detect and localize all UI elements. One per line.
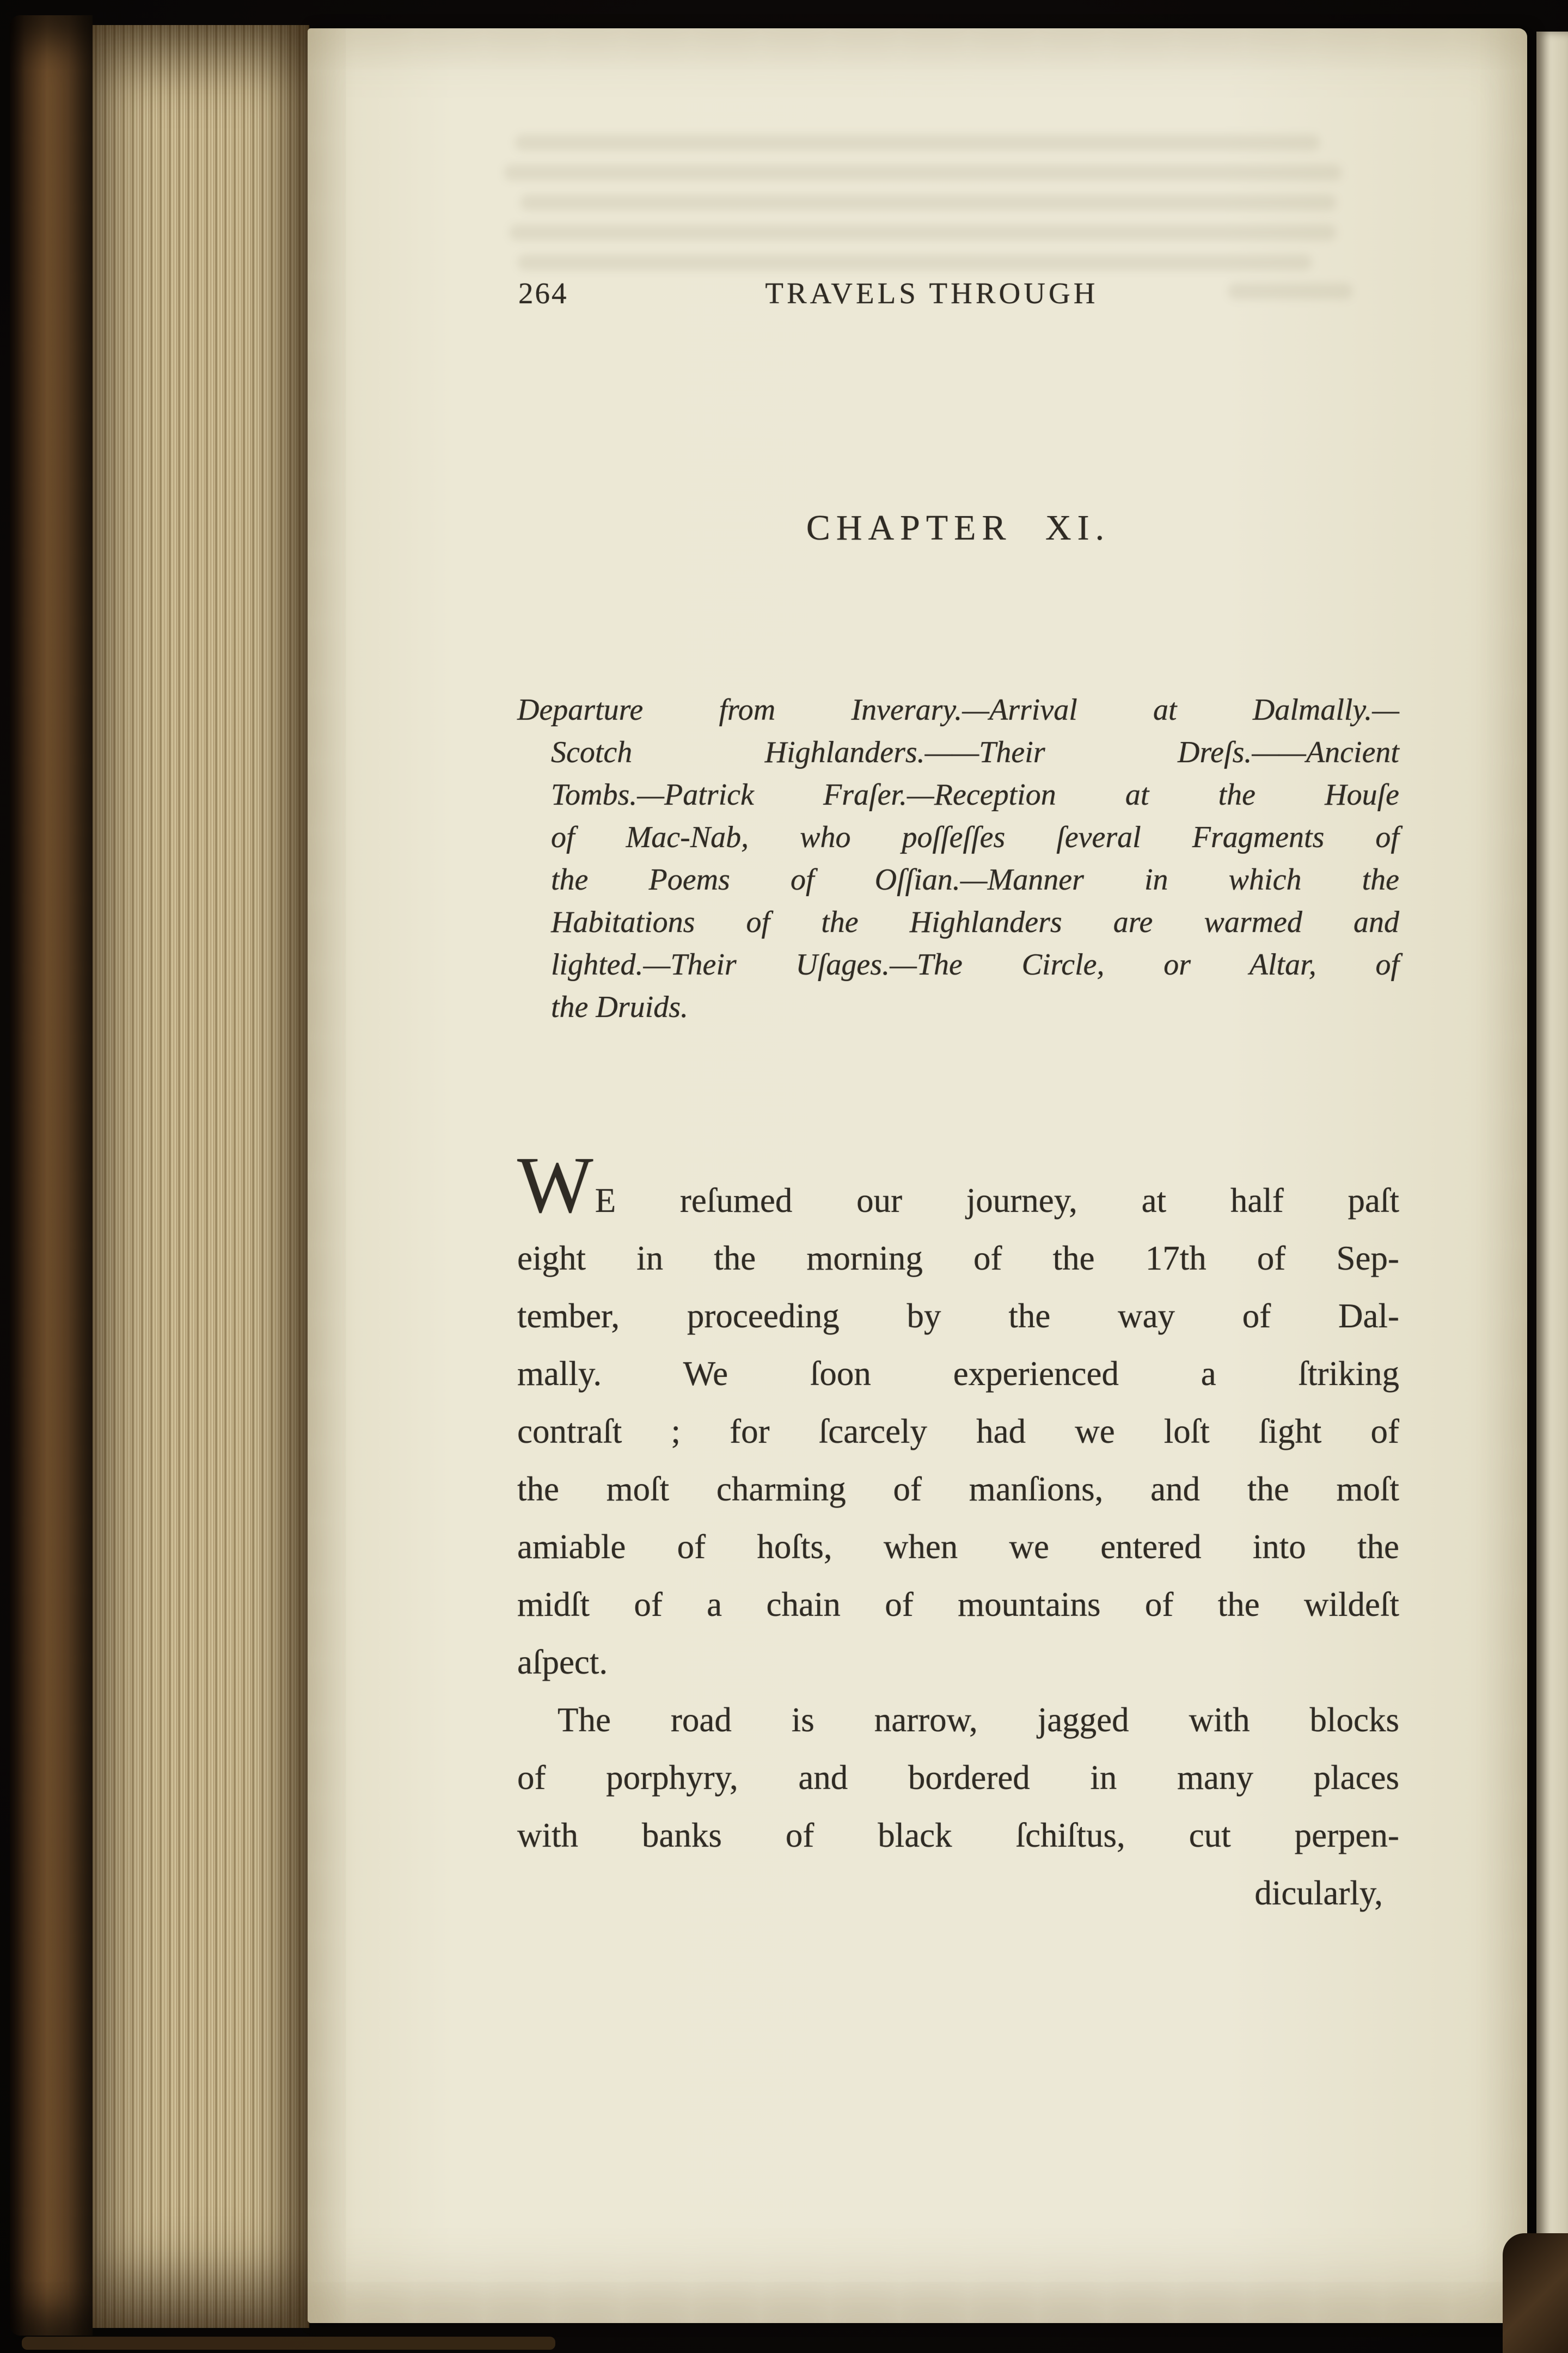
chapter-argument — [517, 689, 1399, 1028]
body-line: tember, proceeding by the way of Dal- — [517, 1297, 1399, 1335]
catchword: dicularly, — [1254, 1874, 1383, 1912]
running-head-row — [517, 276, 1399, 320]
text-column — [517, 276, 1399, 1912]
body-line: the moſt charming of manſions, and the moſt — [517, 1470, 1399, 1508]
drop-cap-initial: W — [517, 1141, 595, 1230]
book-spine-leather — [10, 15, 93, 2336]
body-line-text: E reſumed our journey, at half paſt — [595, 1181, 1399, 1220]
cover-bottom-edge — [22, 2337, 555, 2350]
argument-line: the Druids. — [551, 990, 688, 1024]
body-line: eight in the morning of the 17th of Sep- — [517, 1239, 1399, 1277]
argument-line: Tombs.—Patrick Fraſer.—Reception at the Houſe — [551, 778, 1399, 812]
show-through-smudge — [504, 164, 1342, 181]
body-line: of porphyry, and bordered in many places — [517, 1758, 1399, 1797]
book-page — [308, 28, 1527, 2323]
running-header: TRAVELS THROUGH — [765, 277, 1099, 310]
body-line: The road is narrow, jagged with blocks — [558, 1701, 1399, 1739]
argument-line: Scotch Highlanders.——Their Dreſs.——Ancient — [551, 736, 1399, 769]
body-line: midſt of a chain of mountains of the wildeſt — [517, 1585, 1399, 1623]
argument-line: Habitations of the Highlanders are warmed and — [551, 905, 1399, 939]
argument-line: of Mac-Nab, who poſſeſſes ſeveral Fragments of — [551, 820, 1399, 854]
body-line — [517, 1141, 1399, 1230]
body-line: amiable of hoſts, when we entered into the — [517, 1528, 1399, 1566]
body-line: mally. We ſoon experienced a ſtriking — [517, 1355, 1399, 1393]
body-line: aſpect. — [517, 1643, 608, 1681]
argument-line: the Poems of Oſſian.—Manner in which the — [551, 863, 1399, 897]
argument-line: lighted.—Their Uſages.—The Circle, or Altar, of — [551, 948, 1399, 982]
body-line: with banks of black ſchiſtus, cut perpen- — [517, 1816, 1399, 1854]
show-through-smudge — [514, 134, 1320, 151]
show-through-smudge — [509, 224, 1337, 241]
argument-line: Departure from Inverary.—Arrival at Dalmally.— — [517, 693, 1399, 727]
body-text — [517, 1141, 1399, 1922]
next-page-sliver — [1536, 32, 1568, 2280]
show-through-smudge — [520, 194, 1337, 211]
chapter-heading: CHAPTER XI. — [806, 508, 1111, 548]
body-line: contraſt ; for ſcarcely had we loſt ſight of — [517, 1412, 1399, 1450]
page-number: 264 — [518, 277, 568, 310]
show-through-smudge — [517, 254, 1312, 271]
fanned-page-edges — [93, 25, 309, 2328]
cover-corner — [1503, 2233, 1568, 2353]
